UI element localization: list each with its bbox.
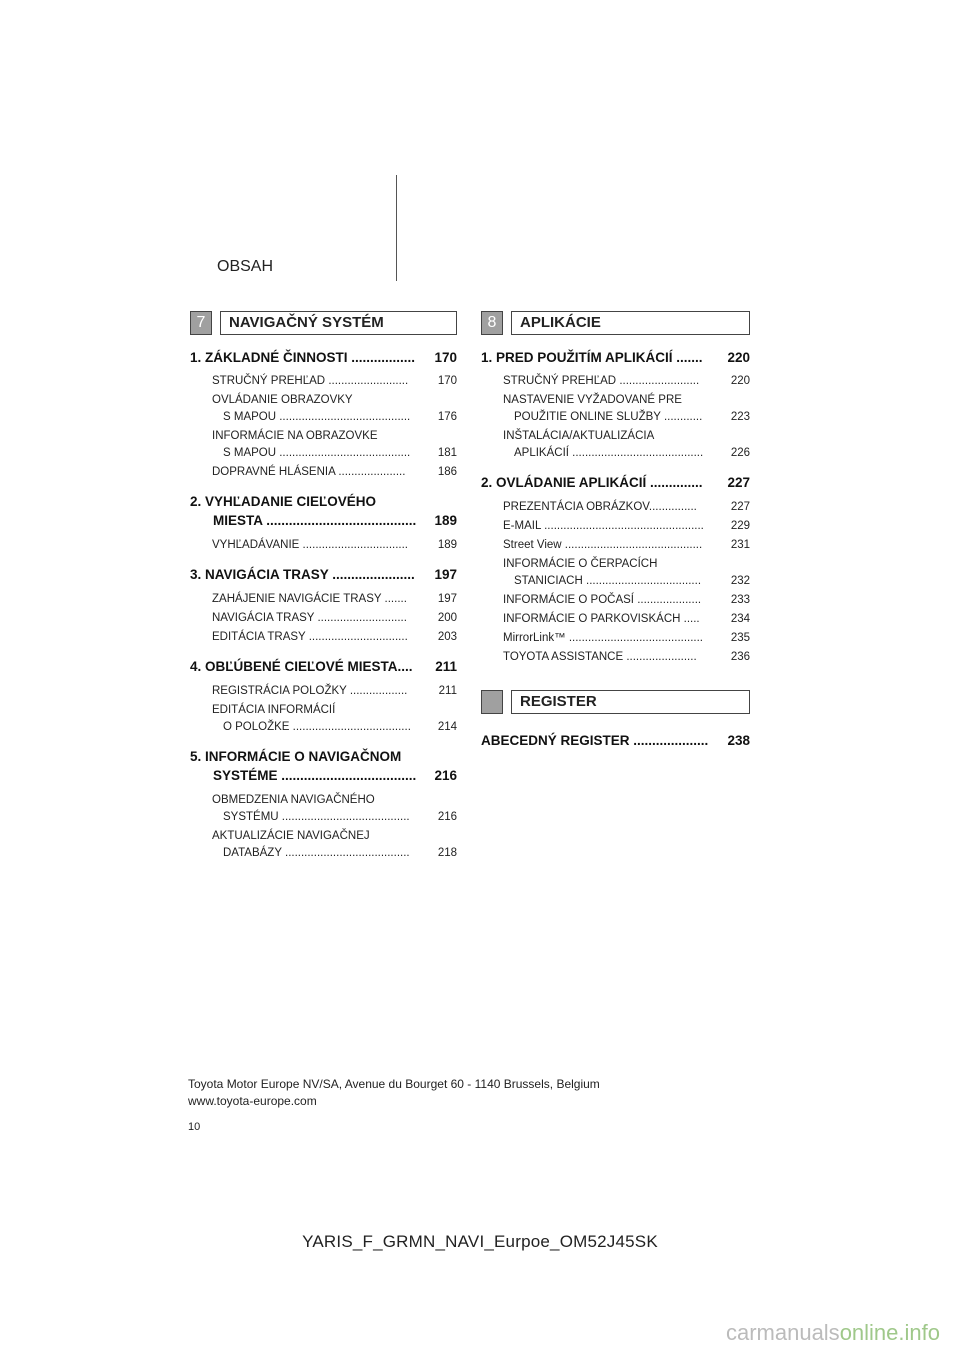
toc-chapter[interactable]: 3. NAVIGÁCIA TRASY ...................... 197	[190, 567, 457, 582]
section-title: APLIKÁCIE	[511, 311, 750, 335]
toc-chapter[interactable]: ABECEDNÝ REGISTER .................... 238	[481, 733, 750, 748]
register-column	[481, 731, 750, 750]
toc-entry[interactable]: NAVIGÁCIA TRASY ............................ 200	[212, 612, 457, 624]
toc-entry[interactable]: STRUČNÝ PREHĽAD ......................... 170	[212, 375, 457, 387]
section-8-header	[481, 311, 750, 335]
toc-right-column	[481, 348, 750, 666]
toc-entry[interactable]: VYHĽADÁVANIE ................................. 189	[212, 539, 457, 551]
toc-entry[interactable]: MirrorLink™ .......................................... 235	[503, 632, 750, 644]
toc-entry[interactable]: ZAHÁJENIE NAVIGÁCIE TRASY ....... 197	[212, 593, 457, 605]
register-section-header	[481, 690, 750, 714]
publisher-url[interactable]: www.toyota-europe.com	[188, 1094, 317, 1108]
toc-entry[interactable]: AKTUALIZÁCIE NAVIGAČNEJ DATABÁZY ....................................... 218	[212, 830, 457, 859]
toc-entry[interactable]: TOYOTA ASSISTANCE ...................... 236	[503, 651, 750, 663]
toc-chapter[interactable]: 5. INFORMÁCIE O NAVIGAČNOM SYSTÉME .................................... 216	[190, 749, 457, 783]
toc-chapter[interactable]: 1. PRED POUŽITÍM APLIKÁCIÍ ....... 220	[481, 350, 750, 365]
toc-entry[interactable]: PREZENTÁCIA OBRÁZKOV............... 227	[503, 501, 750, 513]
toc-entry[interactable]: E-MAIL .................................................. 229	[503, 520, 750, 532]
page-title: OBSAH	[217, 258, 274, 275]
page-number: 10	[188, 1121, 201, 1133]
toc-chapter[interactable]: 2. OVLÁDANIE APLIKÁCIÍ .............. 227	[481, 475, 750, 490]
toc-entry[interactable]: Street View ........................................... 231	[503, 539, 750, 551]
toc-entry[interactable]: EDITÁCIA TRASY ............................... 203	[212, 631, 457, 643]
section-number: 7	[190, 311, 212, 335]
toc-entry[interactable]: REGISTRÁCIA POLOŽKY .................. 211	[212, 685, 457, 697]
section-title: REGISTER	[511, 690, 750, 714]
header-divider-line	[396, 175, 397, 281]
toc-chapter[interactable]: 2. VYHĽADANIE CIEĽOVÉHO MIESTA ........................................ 189	[190, 494, 457, 528]
publisher-address: Toyota Motor Europe NV/SA, Avenue du Bourget 60 - 1140 Brussels, Belgium	[188, 1077, 600, 1091]
toc-entry[interactable]: INFORMÁCIE O ČERPACÍCH STANICIACH .................................... 232	[503, 558, 750, 587]
document-id: YARIS_F_GRMN_NAVI_Eurpoe_OM52J45SK	[302, 1232, 658, 1251]
toc-entry[interactable]: DOPRAVNÉ HLÁSENIA ..................... 186	[212, 466, 457, 478]
toc-entry[interactable]: INFORMÁCIE NA OBRAZOVKE S MAPOU ......................................... 181	[212, 430, 457, 459]
toc-entry[interactable]: INFORMÁCIE O POČASÍ .................... 233	[503, 594, 750, 606]
section-title: NAVIGAČNÝ SYSTÉM	[220, 311, 457, 335]
toc-left-column	[190, 348, 457, 862]
section-number	[481, 690, 503, 714]
toc-chapter[interactable]: 1. ZÁKLADNÉ ČINNOSTI ................. 170	[190, 350, 457, 365]
toc-entry[interactable]: INFORMÁCIE O PARKOVISKÁCH ..... 234	[503, 613, 750, 625]
toc-entry[interactable]: OVLÁDANIE OBRAZOVKY S MAPOU ......................................... 176	[212, 394, 457, 423]
toc-chapter[interactable]: 4. OBĽÚBENÉ CIEĽOVÉ MIESTA.... 211	[190, 659, 457, 674]
toc-entry[interactable]: OBMEDZENIA NAVIGAČNÉHO SYSTÉMU ........................................ 216	[212, 794, 457, 823]
watermark-logo: carmanualsonline.info	[725, 1320, 940, 1345]
toc-entry[interactable]: INŠTALÁCIA/AKTUALIZÁCIA APLIKÁCIÍ ......................................... 226	[503, 430, 750, 459]
section-7-header	[190, 311, 457, 335]
toc-entry[interactable]: EDITÁCIA INFORMÁCIÍ O POLOŽKE ..................................... 214	[212, 704, 457, 733]
section-number: 8	[481, 311, 503, 335]
toc-entry[interactable]: NASTAVENIE VYŽADOVANÉ PRE POUŽITIE ONLINE SLUŽBY ............ 223	[503, 394, 750, 423]
toc-entry[interactable]: STRUČNÝ PREHĽAD ......................... 220	[503, 375, 750, 387]
